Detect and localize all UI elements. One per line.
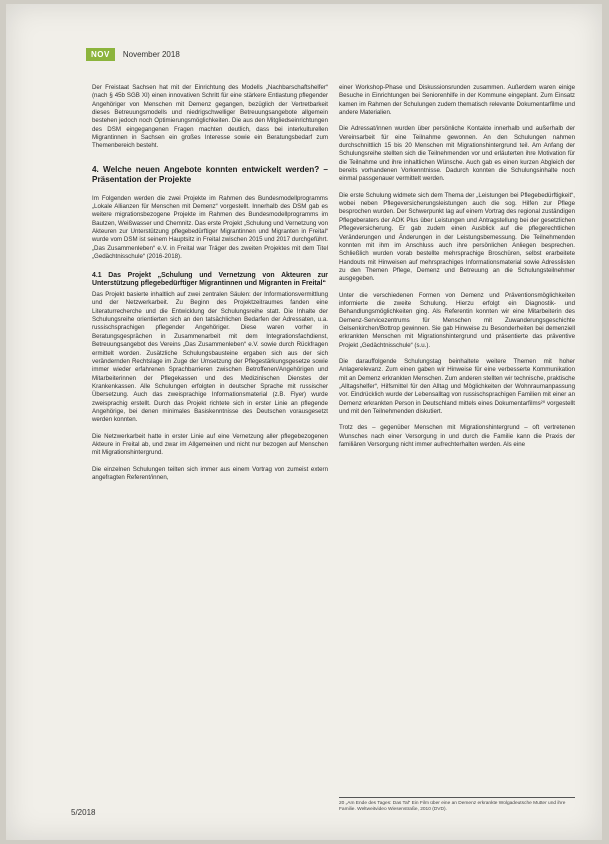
- footnote: 20 „Am Ende des Tages: Das Tal“ Ein Film über eine an Demenz erkrankte Wolgadeutsche Mutter und ihre Familie. Weltweitvideo Wiesenstraße, 2010 (DVD).: [339, 797, 575, 813]
- section-heading: 4. Welche neuen Angebote konnten entwickelt werden? – Präsentation der Projekte: [92, 164, 328, 185]
- paragraph: Der Freistaat Sachsen hat mit der Einrichtung des Modells „Nachbarschaftshelfer“ (nach § 45b SGB XI) einen innovativen Schritt für eine stärkere Entlastung pflegender Angehöriger von Menschen mit Demenz gegangen, bezüglich der Vertretbarkeit dieses Betreuungsmodells und niedrigschwelliger Betreuungsangebote allgemein bestehen jedoch noch Optimierungsmöglichkeiten. Die aus den Mitgliedseinrichtungen des DSM eingegangenen Fragen machten deutlich, dass bei interkulturellen Migrantinnen in Sachsen ein großes Interesse sowie ein Beratungsbedarf zum Themenbereich besteht.: [92, 84, 328, 150]
- paragraph: Unter die verschiedenen Formen von Demenz und Präventionsmöglichkeiten informierte die zweite Schulung. Hierzu erfolgt ein Diagnostik- und Behandlungsmöglichkeiten ging. Als Referentin konnten wir eine Mitarbeiterin des Demenz-Servicezentrums für Menschen mit Zuwanderungsgeschichte Gelsenkirchen/Bottrop gewinnen. Sie gab Hinweise zu Besonderheiten bei demenziell erkrankten Menschen mit Migrationshintergrund und präsentierte das präventive Projekt „Gedächtnisschule“ (s.u.).: [339, 291, 575, 349]
- right-column: [339, 84, 575, 457]
- paragraph: Im Folgenden werden die zwei Projekte im Rahmen des Bundesmodellprogramms „Lokale Allianzen für Menschen mit Demenz“ vorgestellt. Innerhalb des DSM gab es weitere migrationsbezogene Projekte im Rahmen des Bundesmodellprogramms im Bautzen, Weißwasser und Chemnitz. Das erste Projekt „Schulung und Vernetzung von Akteuren zur Unterstützung pflegebedürftiger Migrantinnen und Migranten in Freital“ wurde vom DSM ist seinem Hauptsitz in Freital zwischen 2015 und 2017 durchgeführt. „Das Zusammenleben“ e.V. in Freital war Träger des zweiten Projektes mit dem Titel „Gedächtnisschule“ (2016-2018).: [92, 194, 328, 261]
- paragraph: Die Netzwerkarbeit hatte in erster Linie auf eine Vernetzung aller pflegebezogenen Akteure in Freital ab, und zwar im Allgemeinen und nicht nur bezogen auf Menschen mit Migrationshintergrund.: [92, 432, 328, 457]
- left-column: [92, 84, 328, 490]
- issue-date: November 2018: [122, 50, 180, 59]
- page-sheet: [6, 4, 602, 840]
- page-header: [86, 48, 180, 61]
- page-number: 5/2018: [71, 808, 96, 817]
- paragraph: Trotz des – gegenüber Menschen mit Migrationshintergrund – oft vertretenen Wunsches nach einer Versorgung in und durch die Familie kann die Praxis der familiären Versorgung nicht immer aufrechterhalten werden. Als eine: [339, 424, 575, 449]
- subsection-heading: 4.1 Das Projekt „Schulung und Vernetzung von Akteuren zur Unterstützung pflegebedürftiger Migrantinnen und Migranten in Freital“: [92, 271, 328, 287]
- paragraph: Das Projekt basierte inhaltlich auf zwei zentralen Säulen: der Informationsvermittlung und der Netzwerkarbeit. Zu Beginn des Projektzeitraumes fanden eine Literaturrecherche und die Entwicklung der Schulungsreihe statt. Die Inhalte der Schulungsreihe orientierten sich an den tatsächlichen Bedarfen der Adressaten, u.a. russischsprachigen pflegender Angehöriger. Diese waren vorher in Beratungsgesprächen in Zusammenarbeit mit dem Integrationsfachdienst, Betreuungsangebot des Vereins „Das Zusammenleben“ e.V. sowie durch Rückfragen ermittelt worden. Zusätzliche Schulungsbausteine ergaben sich aus der sich verändernden Rechtslage im Zuge der Umsetzung der Pflegestärkungsgesetze sowie immer wieder erfahrenen Sprachbarrieren zwischen Betroffenen/Angehörigen und Mitarbeiterinnen der Pflegekassen und des Medizinischen Dienstes der Krankenkassen. Alle Schulungen erfolgten in deutscher Sprache mit russischer Übersetzung. Auch das zweisprachige Informationsmaterial (z.B. Flyer) wurde zweisprachig erstellt. Durch das Projekt richtete sich in erster Linie an pflegende Angehörige, bei denen minimales Basiskenntnisse des Deutschen vorausgesetzt werden konnten.: [92, 291, 328, 424]
- paragraph: Die erste Schulung widmete sich dem Thema der „Leistungen bei Pflegebedürftigkeit“, wobei neben Pflegeversicherungsleistungen auch die sog. Hilfen zur Pflege besprochen wurden. Der Schwerpunkt lag auf einem Vortrag des regional zuständigen Pflegeberaters der AOK Plus über Leistungen und Antragstellung bei der gesetzlichen Pflegeversicherung. Er gab zudem einen Ausblick auf die pflegerechtlichen Veränderungen und Änderungen in der Leistungsbemessung. Die Teilnehmenden konnten mit ihm im Anschluss auch ihre persönlichen Anliegen besprechen. Schließlich wurden vorab bestellte mehrsprachige Broschüren, selbst erarbeitete Handouts mit Hinweisen auf mehrsprachiges Informationsmaterial sowie Adresslisten zu den Themen Pflege, Demenz und Betreuung an die Schulungsteilnehmer ausgegeben.: [339, 191, 575, 283]
- paragraph: einer Workshop-Phase und Diskussionsrunden zusammen. Außerdem waren einige Besuche in Einrichtungen bei Seniorenhilfe in der Kommune eingeplant. Zum Einsatz kamen im Rahmen der Schulungen zudem thematisch relevante Dokumentarfilme und andere Materialien.: [339, 84, 575, 117]
- paragraph: Die einzelnen Schulungen teilten sich immer aus einem Vortrag von zumeist extern angefragten Referent/innen,: [92, 465, 328, 481]
- month-badge: NOV: [86, 48, 115, 61]
- paragraph: Die darauffolgende Schulungstag beinhaltete weitere Themen mit hoher Anlagerelevanz. Zum einen gaben wir Hinweise für eine verbesserte Kommunikation mit an Demenz erkrankten Menschen. Zum anderen stellten wir technische, praktische „Alltagshelfer“, Hilfsmittel für den Alltag und Möglichkeiten der Wohnraumanpassung vor. Eindrücklich wurde der Lebensalltag von russischsprachigen Familien mit einer an Demenz erkrankten Person in Deutschland mittels eines Dokumentarfilms²⁰ vorgestellt und mit den Teilnehmenden diskutiert.: [339, 357, 575, 416]
- paragraph: Die Adressat/innen wurden über persönliche Kontakte innerhalb und außerhalb der Vereinsarbeit für eine Teilnahme gewonnen. An den Schulungen nahmen durchschnittlich 15 bis 20 Menschen mit Migrationshintergrund teil. Am Anfang der Schulungsreihe stellten sich die Teilnehmenden vor und erläuterten ihre Motivation für die Teilnahme und ihre inhaltlichen Wünsche. Auch gab es einen kurzen Abgleich der bereits vorhandenen Vorkenntnisse. Dadurch konnten die Schulungsinhalte noch einmal passgenauer vermittelt werden.: [339, 125, 575, 183]
